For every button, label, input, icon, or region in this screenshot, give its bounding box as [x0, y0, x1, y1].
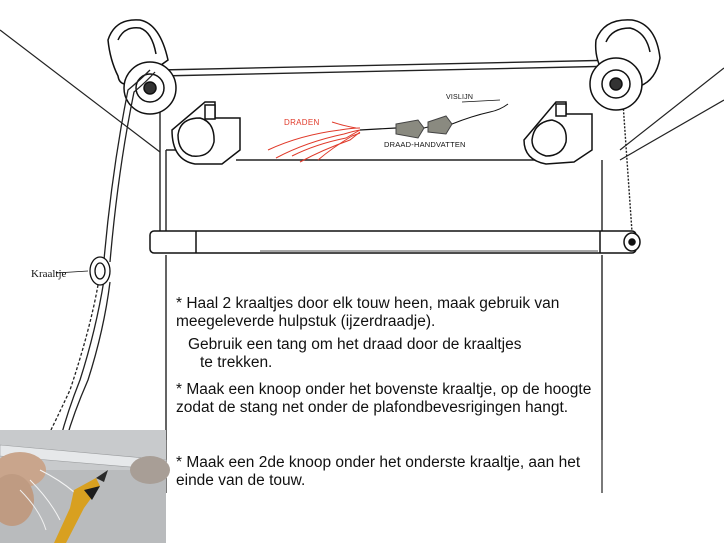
- instruction-step-1: * Haal 2 kraaltjes door elk touw heen, maak gebruik van meegeleverde hulpstuk (ijzerdraadje).: [176, 295, 560, 330]
- pliers-photo: [0, 430, 170, 543]
- label-kraaltje: Kraaltje: [31, 268, 67, 280]
- curtain-rod: [150, 231, 640, 253]
- instruction-step-3: * Maak een 2de knoop onder het onderste kraaltje, aan het einde van de touw.: [176, 454, 581, 489]
- instruction-step-1-note: [188, 336, 588, 372]
- instruction-step-2: * Maak een knoop onder het bovenste kraaltje, op de hoogte zodat de stang net onder de plafondbevesrigingen hangt.: [176, 381, 592, 416]
- instruction-note-line-1: Gebruik een tang om het draad door de kraaltjes: [188, 336, 522, 353]
- thread-handles: [360, 100, 508, 138]
- label-draad-handvatten: DRAAD-HANDVATTEN: [384, 140, 466, 149]
- threads-draden: [268, 122, 360, 162]
- instruction-note-line-2: te trekken.: [200, 354, 273, 371]
- bead-kraaltje: [90, 257, 110, 285]
- pull-cord: [46, 70, 155, 440]
- right-ceiling-bracket: [524, 20, 660, 164]
- label-vislijn: VISLIJN: [446, 94, 474, 101]
- label-draden: DRADEN: [284, 118, 320, 127]
